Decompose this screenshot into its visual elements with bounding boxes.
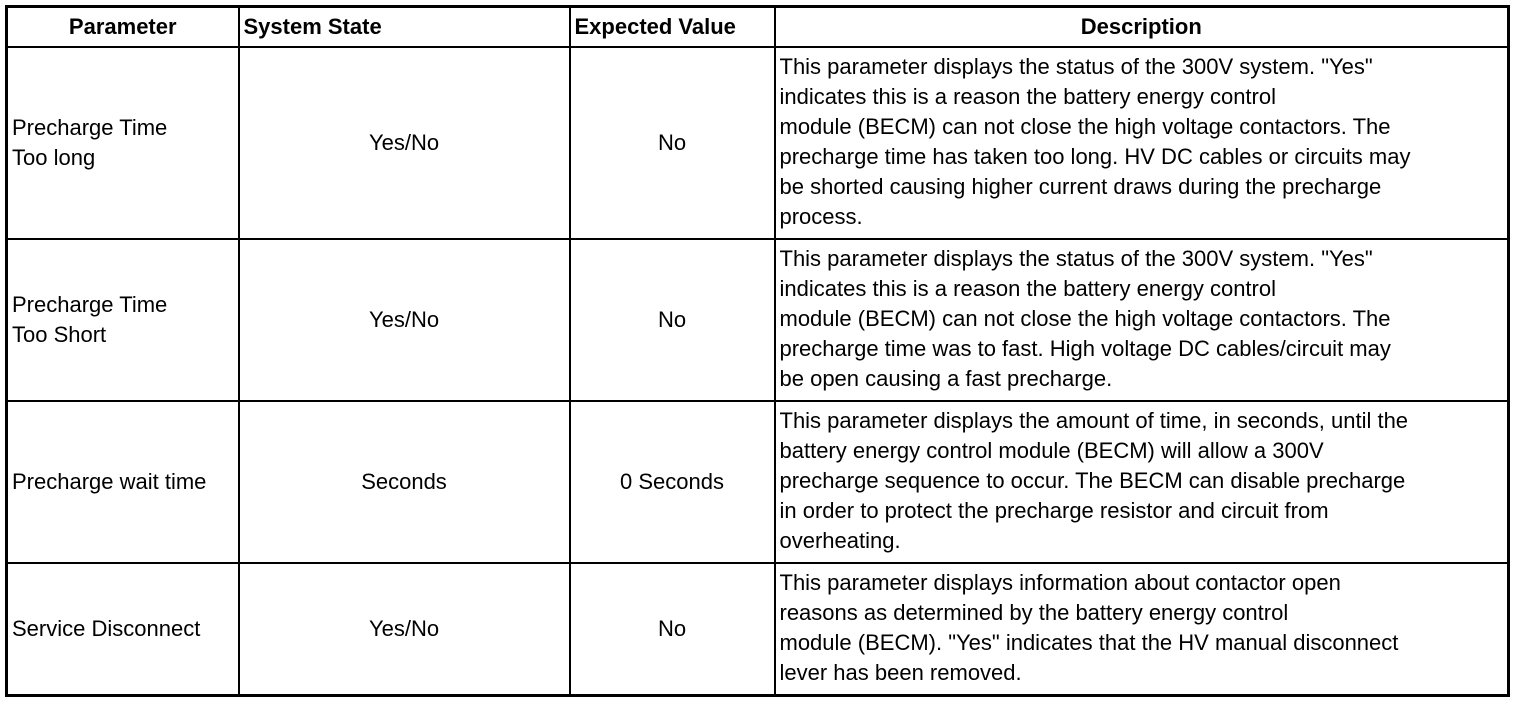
parameter-table <box>5 5 1510 697</box>
header-system-state: System State <box>239 7 570 48</box>
description-line: process. <box>779 204 863 229</box>
table-row <box>7 239 1509 401</box>
description-line: be open causing a fast precharge. <box>779 366 1113 391</box>
cell-parameter <box>7 47 239 239</box>
header-row <box>7 7 1509 48</box>
parameter-line: Too long <box>12 145 96 170</box>
parameter-line: Precharge wait time <box>12 469 207 494</box>
cell-description <box>775 563 1509 695</box>
description-line: indicates this is a reason the battery energy control <box>779 84 1276 109</box>
description-line: precharge time has taken too long. HV DC cables or circuits may <box>779 144 1411 169</box>
document-page <box>5 5 1510 697</box>
description-line: This parameter displays the status of the 300V system. "Yes" <box>779 246 1373 271</box>
header-parameter: Parameter <box>7 7 239 48</box>
description-line: in order to protect the precharge resistor and circuit from <box>779 498 1329 523</box>
description-line: This parameter displays the amount of time, in seconds, until the <box>779 408 1409 433</box>
cell-description <box>775 239 1509 401</box>
cell-description <box>775 47 1509 239</box>
description-line: indicates this is a reason the battery energy control <box>779 276 1276 301</box>
cell-parameter <box>7 239 239 401</box>
description-line: module (BECM) can not close the high voltage contactors. The <box>779 306 1391 331</box>
header-description: Description <box>775 7 1509 48</box>
cell-expected-value: No <box>570 239 775 401</box>
cell-parameter <box>7 563 239 695</box>
cell-system-state: Seconds <box>239 401 570 563</box>
cell-system-state: Yes/No <box>239 239 570 401</box>
description-line: reasons as determined by the battery energy control <box>779 599 1289 625</box>
description-line: be shorted causing higher current draws during the precharge <box>779 174 1382 199</box>
cell-expected-value: No <box>570 47 775 239</box>
description-line: overheating. <box>779 528 901 553</box>
description-line: precharge time was to fast. High voltage DC cables/circuit may <box>779 336 1391 361</box>
cell-system-state: Yes/No <box>239 47 570 239</box>
description-line: battery energy control module (BECM) will allow a 300V <box>779 438 1324 463</box>
parameter-line: Service Disconnect <box>12 615 201 641</box>
description-line: lever has been removed. <box>779 659 1022 685</box>
cell-expected-value: No <box>570 563 775 695</box>
description-line: precharge sequence to occur. The BECM can disable precharge <box>779 468 1406 493</box>
parameter-line: Precharge Time <box>12 292 168 317</box>
description-line: module (BECM) can not close the high voltage contactors. The <box>779 114 1391 139</box>
cell-parameter <box>7 401 239 563</box>
header-expected-value: Expected Value <box>570 7 775 48</box>
table-row <box>7 563 1509 695</box>
parameter-line: Too Short <box>12 322 107 347</box>
description-line: This parameter displays the status of the 300V system. "Yes" <box>779 54 1373 79</box>
description-line: This parameter displays information about contactor open <box>779 569 1341 595</box>
table-row <box>7 401 1509 563</box>
cell-system-state: Yes/No <box>239 563 570 695</box>
cell-expected-value: 0 Seconds <box>570 401 775 563</box>
description-line: module (BECM). "Yes" indicates that the HV manual disconnect <box>779 629 1399 655</box>
parameter-line: Precharge Time <box>12 115 168 140</box>
table-row <box>7 47 1509 239</box>
cell-description <box>775 401 1509 563</box>
